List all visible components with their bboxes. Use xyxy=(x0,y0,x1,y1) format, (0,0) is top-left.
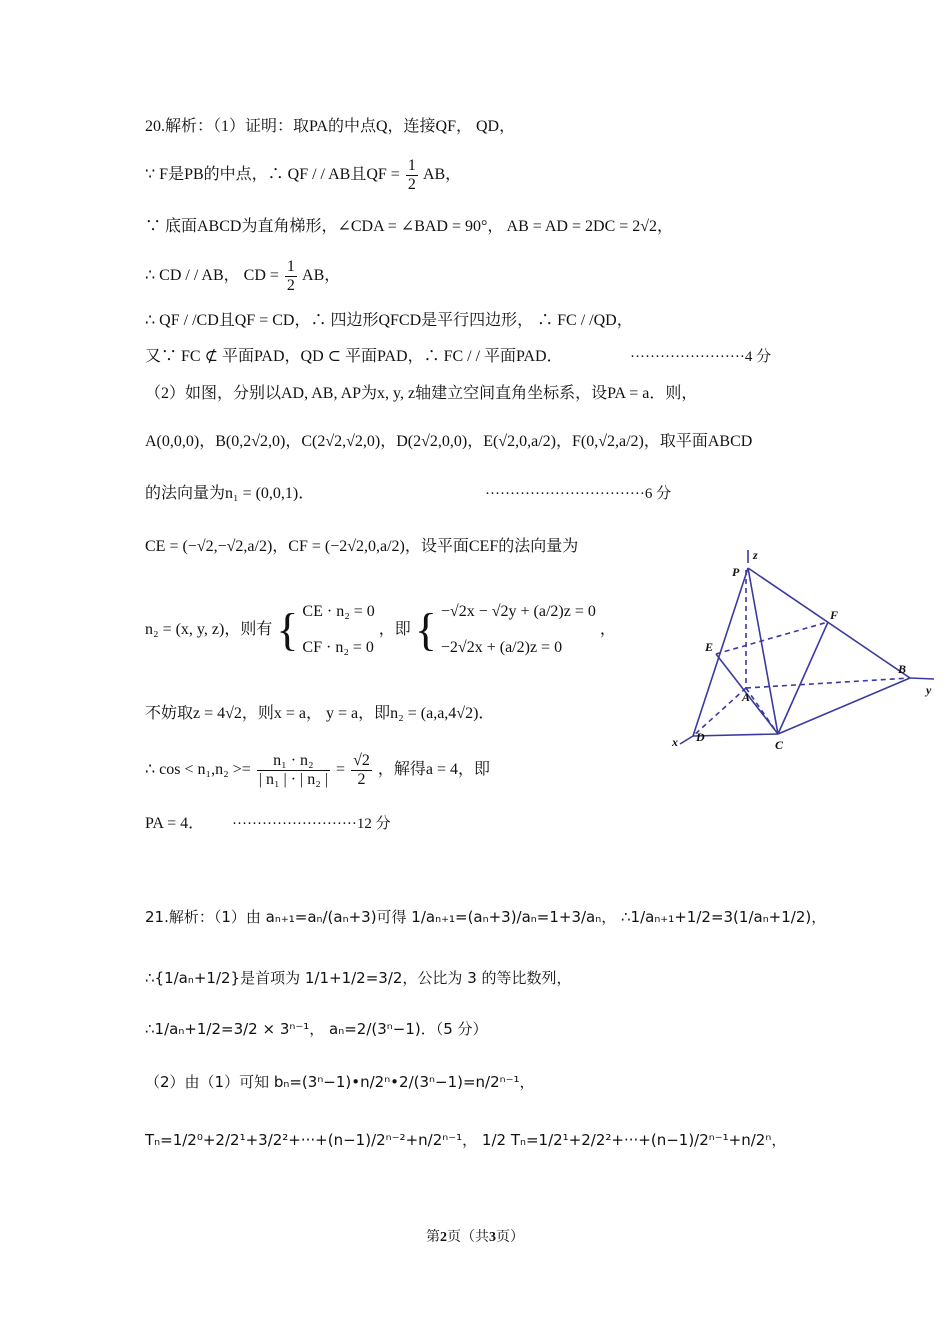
fraction-root2-over-2 xyxy=(351,752,372,789)
label-y: y xyxy=(926,683,932,697)
q20-line-1: 20.解析：（1）证明：取PA的中点Q，连接QF， QD， xyxy=(145,118,516,135)
equals-sign: = xyxy=(336,761,346,779)
q21-line-3: ∴1/aₙ+1/2=3/2 × 3ⁿ⁻¹， aₙ=2/(3ⁿ−1)．（5 分） xyxy=(145,1020,488,1038)
label-A: A xyxy=(742,690,751,704)
q20-line-2b: AB， xyxy=(422,166,462,184)
q20-line-4b: AB， xyxy=(302,267,341,285)
cosine-numerator: n₁ · n₂ xyxy=(257,752,330,771)
label-z: z xyxy=(753,548,758,562)
q20-line-3: ∵ 底面ABCD为直角梯形，∠CDA = ∠BAD = 90°， AB = AD = 2DC = 2√2， xyxy=(145,218,674,235)
q20-line-2 xyxy=(145,157,461,194)
cosine-denominator: | n₁ | · | n₂ | xyxy=(258,771,329,788)
q20-line-4 xyxy=(145,258,340,295)
footer-mid: 页（共 xyxy=(447,1230,489,1245)
edge-DC xyxy=(693,734,778,736)
footer-total-pages: 3 xyxy=(489,1230,496,1245)
left-brace-2: { xyxy=(414,604,437,656)
fraction-denominator: 2 xyxy=(357,771,366,788)
q20-line-5: ∴ QF / /CD且QF = CD，∴ 四边形QFCD是平行四边形， ∴ FC / /QD， xyxy=(145,312,633,329)
page-footer xyxy=(0,1226,950,1246)
footer-pre: 第 xyxy=(426,1230,440,1245)
score-4: ·······················4 分 xyxy=(630,349,772,365)
label-E: E xyxy=(705,640,714,654)
footer-post: 页） xyxy=(496,1230,524,1245)
pyramid-figure xyxy=(668,548,940,753)
q20-line-4a: ∴ CD / / AB， CD = xyxy=(145,267,279,285)
edge-PB xyxy=(748,568,910,678)
equation-system-2 xyxy=(441,594,596,666)
edge-AB xyxy=(746,678,910,688)
q20-line-13a: ∴ cos < n₁,n₂ >= xyxy=(145,761,251,779)
edge-CB xyxy=(778,678,910,734)
left-brace-1: { xyxy=(276,604,299,656)
fraction-denominator: 2 xyxy=(286,277,295,294)
edge-EF xyxy=(716,622,828,654)
system-2-eq-b: −2√2x + (a/2)z = 0 xyxy=(440,639,563,657)
fraction-half xyxy=(406,157,418,194)
footer-page-number: 2 xyxy=(440,1230,447,1245)
score-12: ·························12 分 xyxy=(232,816,391,832)
q20-line-2a: ∵ F是PB的中点，∴ QF / / AB且QF = xyxy=(145,166,400,184)
fraction-numerator: 1 xyxy=(286,258,295,275)
q20-line-10: CE = (−√2,−√2,a/2)，CF = (−2√2,0,a/2)，设平面CEF的法向量为 xyxy=(145,538,579,555)
fraction-numerator: 1 xyxy=(407,157,416,174)
q21-line-1: 21.解析：（1）由 aₙ₊₁=aₙ/(aₙ+3)可得 1/aₙ₊₁=(aₙ+3)/aₙ=1+3/aₙ， ∴1/aₙ₊₁+1/2=3(1/aₙ+1/2)， xyxy=(145,908,827,926)
q21-line-4: （2）由（1）可知 bₙ=(3ⁿ−1)•n/2ⁿ•2/(3ⁿ−1)=n/2ⁿ⁻¹， xyxy=(145,1073,535,1091)
label-D: D xyxy=(696,730,705,744)
q20-line-13b: ，解得a = 4，即 xyxy=(377,761,490,779)
system-1-eq-b: CF · n₂ = 0 xyxy=(302,639,374,657)
label-B: B xyxy=(898,662,907,676)
q20-line-9: 的法向量为n₁ = (0,0,1)． xyxy=(145,485,315,502)
q20-line-11a: n₂ = (x, y, z)，则有 xyxy=(145,621,273,638)
fraction-denominator: 2 xyxy=(407,176,416,193)
y-axis-ext xyxy=(910,678,934,679)
q20-line-11c: ， xyxy=(599,621,616,638)
score-6: ································6 分 xyxy=(485,486,672,502)
q20-line-7: （2）如图，分别以AD, AB, AP为x, y, z轴建立空间直角坐标系，设PA = a．则， xyxy=(145,385,698,402)
q21-line-2: ∴{1/aₙ+1/2}是首项为 1/1+1/2=3/2，公比为 3 的等比数列， xyxy=(145,969,572,987)
equation-system-1 xyxy=(302,594,374,666)
q20-line-11b: ，即 xyxy=(378,621,411,638)
edge-PC xyxy=(748,568,778,734)
label-F: F xyxy=(830,608,839,622)
cosine-fraction xyxy=(257,752,330,789)
label-x: x xyxy=(672,735,678,749)
x-axis-ext xyxy=(680,736,693,744)
label-C: C xyxy=(775,738,784,752)
system-2-eq-a: −√2x − √2y + (a/2)z = 0 xyxy=(440,603,596,621)
q20-line-6: 又∵ FC ⊄ 平面PAD，QD ⊂ 平面PAD，∴ FC / / 平面PAD． xyxy=(145,348,563,365)
fraction-half xyxy=(285,258,297,295)
q21-line-5: Tₙ=1/2⁰+2/2¹+3/2²+···+(n−1)/2ⁿ⁻²+n/2ⁿ⁻¹， 1/2 Tₙ=1/2¹+2/2²+···+(n−1)/2ⁿ⁻¹+n/2ⁿ， xyxy=(145,1131,787,1149)
q20-line-11 xyxy=(145,590,616,670)
system-1-eq-a: CE · n₂ = 0 xyxy=(302,603,375,621)
q20-line-14: PA = 4． xyxy=(145,815,205,832)
q20-line-13 xyxy=(145,752,490,789)
q20-line-12: 不妨取z = 4√2，则x = a， y = a，即n₂ = (a,a,4√2)． xyxy=(145,705,495,722)
edge-FC xyxy=(778,622,828,734)
label-P: P xyxy=(732,565,740,579)
q20-line-8: A(0,0,0)，B(0,2√2,0)，C(2√2,√2,0)，D(2√2,0,0)，E(√2,0,a/2)，F(0,√2,a/2)，取平面ABCD xyxy=(145,433,753,450)
fraction-numerator: √2 xyxy=(353,752,370,769)
